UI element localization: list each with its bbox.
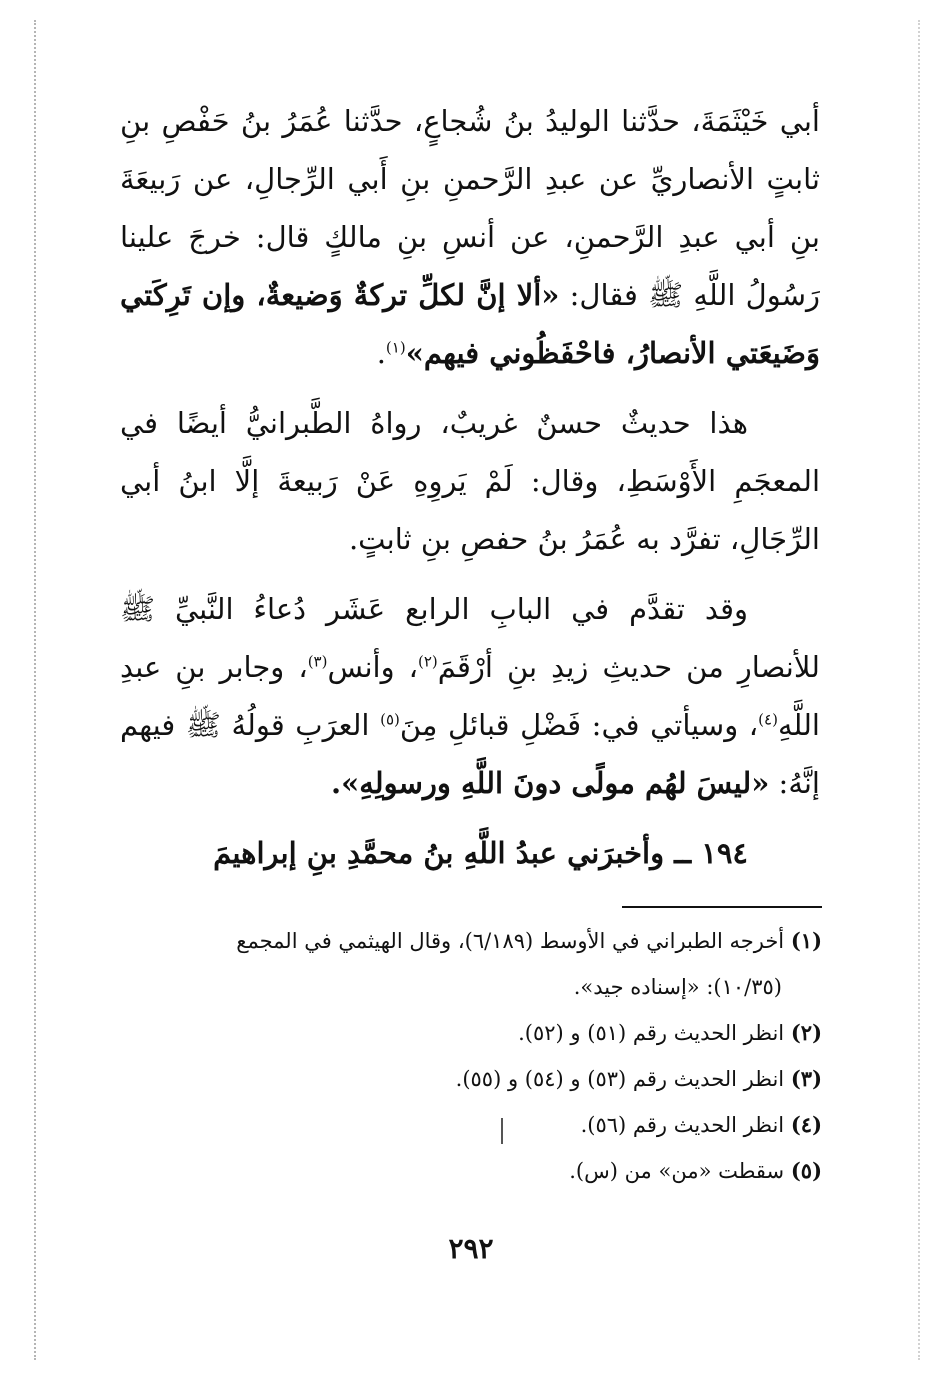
main-text: [120, 92, 820, 894]
hadith-quote: «ألا إنَّ لكلِّ تركةٌ وَضيعةٌ، وإن تَرِكَتي وَضَيعَتي الأنصارُ، فاحْفَظُوني فيهم»: [120, 278, 820, 370]
footnote-2: [122, 1010, 822, 1056]
text-segment: العرَبِ قولُهُ ﷺ فيهم إنَّهُ:: [120, 708, 820, 800]
text-segment: ، وسيأتي في: فَضْلِ قبائلِ مِنَ: [399, 708, 759, 742]
page-number: ٢٩٢: [448, 1232, 494, 1265]
footnote-text: انظر الحديث رقم (٥١) و (٥٢).: [518, 1021, 785, 1045]
footnote-number: (٣): [790, 1066, 822, 1091]
footnote-1-continued: (١٠/٣٥): «إسناده جيد».: [573, 975, 782, 999]
period: .: [376, 336, 386, 370]
footnote-marker-3: (٣): [307, 652, 328, 671]
hadith-chain: أبي خَيْثَمَةَ، حدَّثنا الوليدُ بنُ شُجاعٍ، حدَّثنا عُمَرُ بنُ حَفْصِ بنِ ثابتٍ الأنصاريِّ عن عبدِ الرَّحمنِ بنِ أَبي الرِّجالِ، عن رَبيعَةَ بنِ أبي عبدِ الرَّحمنِ، عن أنسِ بنِ مالكٍ قال: خرجَ علينا رَسُولُ اللَّهِ ﷺ فقال:: [120, 104, 820, 312]
scan-mark: [501, 1118, 503, 1144]
paragraph-references: [120, 580, 820, 812]
text-segment: ، وأنس: [327, 650, 418, 684]
footnote-4: [122, 1102, 822, 1148]
paragraph-grading: هذا حديثٌ حسنٌ غريبٌ، رواهُ الطَّبرانيُّ أيضًا في المعجَمِ الأَوْسَطِ، وقال: لَمْ يَروِهِ عَنْ رَبيعةَ إلَّا ابنُ أبي الرِّجَالِ، تفرَّد به عُمَرُ بنُ حفصِ بنِ ثابتٍ.: [120, 406, 820, 556]
text-segment: ، وجابر بنِ عبدِ اللَّهِ: [120, 650, 820, 742]
footnote-marker-5: (٥): [380, 710, 400, 729]
footnote-3: [122, 1056, 822, 1102]
footnote-number: (٢): [790, 1020, 822, 1045]
paragraph-hadith-194: ١٩٤ ــ وأخبرَني عبدُ اللَّهِ بنُ محمَّدِ بنِ إبراهيمَ: [213, 836, 748, 870]
footnote-1: [122, 918, 822, 964]
footnote-marker-1: (١): [385, 338, 406, 357]
footnote-divider: [622, 906, 822, 908]
footnote-text: سقطت «من» من (س).: [569, 1159, 785, 1183]
footnote-number: (١): [790, 928, 822, 953]
footnote-number: (٥): [790, 1158, 822, 1183]
footnote-5: [122, 1148, 822, 1194]
footnote-text: أخرجه الطبراني في الأوسط (٦/١٨٩)، وقال الهيثمي في المجمع: [236, 929, 785, 953]
footnote-number: (٤): [790, 1112, 822, 1137]
text-segment: وقد تقدَّم في البابِ الرابع عَشَر دُعاءُ النَّبيِّ ﷺ للأنصارِ من حديثِ زيدِ بنِ أرْقَمَ: [120, 592, 820, 684]
scan-edge-left: [34, 20, 36, 1360]
scan-edge-right: [918, 20, 920, 1360]
footnote-text: انظر الحديث رقم (٥٣) و (٥٤) و (٥٥).: [455, 1067, 785, 1091]
footnote-text: انظر الحديث رقم (٥٦).: [580, 1113, 785, 1137]
paragraph-hadith: [120, 92, 820, 382]
footnote-marker-2: (٢): [417, 652, 438, 671]
quote-line: «ليسَ لهُم مولًى دونَ اللَّهِ ورسولِهِ».: [330, 766, 770, 800]
footnote-marker-4: (٤): [758, 710, 778, 729]
footnotes: [122, 918, 822, 1194]
